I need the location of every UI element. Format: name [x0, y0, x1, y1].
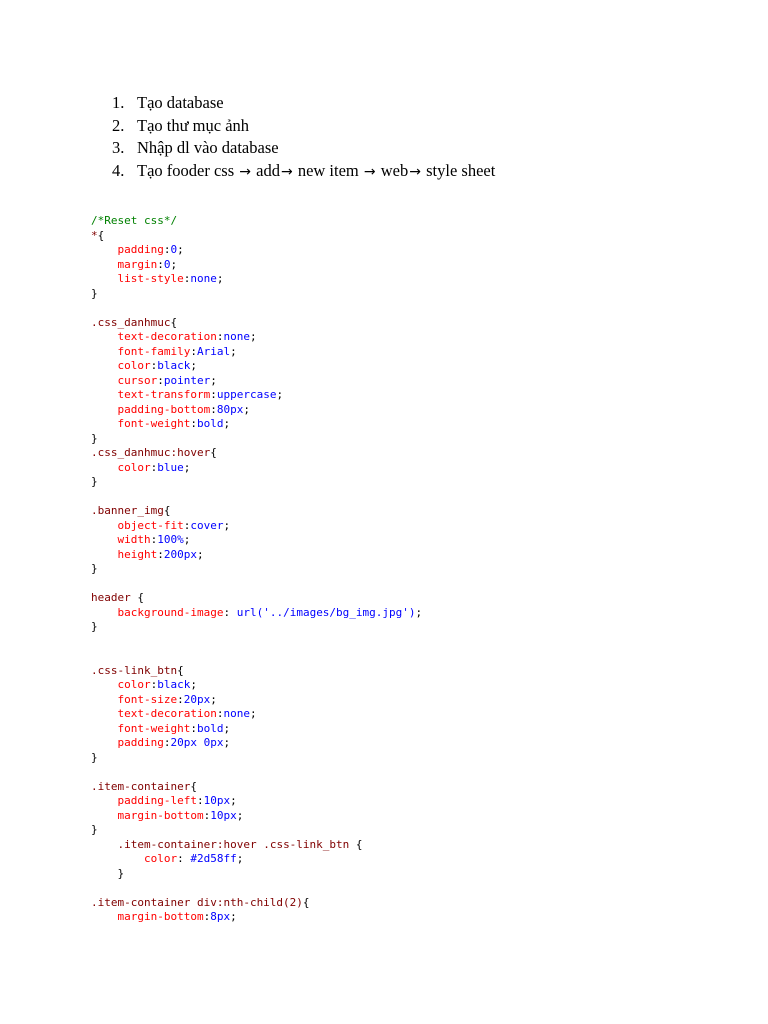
steps-list [112, 92, 495, 182]
code-punctuation: : [203, 808, 211, 822]
step-text: Tạo thư mục ảnh [137, 115, 250, 135]
code-punctuation: } [91, 823, 98, 836]
code-punctuation: : [150, 533, 158, 546]
code-comment: /*Reset css*/ [91, 214, 178, 227]
code-value: 0 [170, 243, 178, 256]
code-value: pointer [163, 373, 211, 387]
code-property: margin-bottom [117, 910, 204, 923]
code-property: margin [117, 257, 158, 271]
code-value: 0 [163, 257, 171, 271]
code-punctuation: ; [236, 852, 244, 865]
right-arrow-icon: → [363, 163, 376, 180]
code-punctuation: : [157, 257, 164, 271]
code-indent [91, 374, 118, 387]
code-punctuation: : [163, 243, 171, 256]
code-value: none [223, 330, 250, 343]
code-punctuation: } [91, 475, 98, 488]
code-value: url('../images/bg_img.jpg') [236, 605, 416, 619]
code-line [91, 809, 422, 824]
code-selector: .css-link_btn [91, 663, 178, 677]
code-punctuation: { [302, 895, 310, 909]
step-item [112, 115, 495, 138]
step-item [112, 92, 495, 115]
code-punctuation: ; [249, 707, 257, 720]
code-punctuation: ; [190, 678, 197, 691]
code-line [91, 432, 422, 447]
code-punctuation: : [150, 678, 158, 691]
code-property: cursor [117, 373, 158, 387]
code-property: margin-bottom [117, 808, 204, 822]
step-item [112, 137, 495, 160]
code-punctuation: { [97, 228, 105, 242]
code-value: Arial [196, 344, 231, 358]
step-text: add [256, 160, 280, 180]
code-punctuation: ; [183, 460, 191, 474]
code-indent [91, 548, 118, 561]
step-text: Tạo fooder css [137, 160, 235, 180]
code-punctuation: : [157, 547, 164, 561]
code-line [91, 548, 422, 563]
code-punctuation: ; [243, 402, 250, 416]
code-property: width [117, 533, 151, 546]
code-line [91, 403, 422, 418]
code-property: padding [117, 736, 164, 749]
code-punctuation: : [196, 794, 204, 807]
code-value: 10px [203, 794, 231, 807]
code-line [91, 504, 422, 519]
code-line [91, 461, 422, 476]
code-line [91, 475, 422, 490]
code-property: font-weight [117, 721, 191, 735]
code-indent [91, 606, 118, 619]
code-punctuation: } [91, 620, 98, 633]
code-punctuation: : [183, 272, 191, 285]
code-line [91, 838, 422, 853]
code-property: height [117, 547, 158, 561]
code-indent [91, 736, 118, 749]
code-punctuation: ; [223, 721, 231, 735]
step-text: web [380, 160, 409, 180]
code-line [91, 736, 422, 751]
code-indent [91, 867, 118, 880]
code-selector: .item-container div:nth-child(2) [91, 895, 303, 909]
code-line [91, 562, 422, 577]
code-selector: .banner_img [91, 504, 164, 517]
code-indent [91, 388, 118, 401]
code-indent [91, 243, 118, 256]
code-line [91, 258, 422, 273]
code-punctuation: { [177, 663, 184, 677]
code-indent [91, 809, 118, 822]
code-line [91, 707, 422, 722]
code-punctuation: : [150, 359, 158, 372]
code-punctuation: : [177, 852, 191, 865]
code-punctuation: : [216, 707, 224, 720]
code-indent [91, 678, 118, 691]
code-line [91, 765, 422, 780]
code-property: color [143, 852, 178, 865]
code-value: none [223, 707, 250, 720]
code-punctuation: } [91, 562, 98, 575]
code-property: list-style [117, 272, 184, 285]
code-punctuation: { [190, 779, 197, 793]
code-line [91, 693, 422, 708]
code-value: 20px [183, 692, 211, 706]
code-punctuation: ; [210, 373, 217, 387]
code-indent [91, 852, 144, 865]
code-property: color [117, 460, 151, 474]
code-property: font-family [117, 344, 191, 358]
code-line [91, 577, 422, 592]
code-line [91, 852, 422, 867]
code-punctuation: : [190, 417, 197, 430]
code-selector: header [91, 591, 138, 604]
code-punctuation: ; [415, 605, 423, 619]
code-property: color [117, 678, 151, 691]
code-punctuation: : [150, 460, 158, 474]
code-value: 8px [210, 910, 231, 923]
code-value: bold [196, 417, 224, 430]
code-value: 20px 0px [170, 736, 224, 749]
code-indent [91, 707, 118, 720]
code-punctuation: } [91, 286, 98, 300]
code-selector: .item-container [91, 779, 191, 793]
code-punctuation: : [210, 402, 217, 416]
code-punctuation: ; [249, 330, 257, 343]
code-line [91, 823, 422, 838]
code-property: background-image [117, 605, 224, 619]
code-line [91, 794, 422, 809]
code-punctuation: ; [216, 272, 224, 285]
code-value: uppercase [216, 388, 277, 401]
code-line [91, 722, 422, 737]
code-line [91, 591, 422, 606]
step-item [112, 160, 495, 183]
code-indent [91, 330, 118, 343]
code-indent [91, 461, 118, 474]
code-line [91, 301, 422, 316]
code-punctuation: : [210, 388, 217, 401]
code-punctuation: ; [276, 388, 284, 401]
code-punctuation: } [91, 750, 98, 764]
code-property: padding-bottom [117, 402, 211, 416]
code-line [91, 374, 422, 389]
code-punctuation: : [177, 692, 184, 706]
code-property: object-fit [117, 518, 184, 532]
code-value: 100% [157, 533, 184, 546]
code-punctuation: ; [236, 808, 244, 822]
code-line [91, 345, 422, 360]
css-code-block [91, 214, 422, 925]
code-line [91, 330, 422, 345]
code-value: 200px [163, 547, 197, 561]
code-property: font-weight [117, 417, 191, 430]
code-property: color [117, 359, 151, 372]
code-value: black [157, 359, 191, 372]
code-punctuation: ; [230, 794, 237, 807]
code-punctuation: ; [210, 692, 217, 706]
code-line [91, 272, 422, 287]
step-number: 4. [112, 160, 125, 180]
code-line [91, 388, 422, 403]
code-line [91, 751, 422, 766]
code-line [91, 533, 422, 548]
code-indent [91, 838, 118, 851]
code-line [91, 867, 422, 882]
code-value: none [190, 272, 217, 285]
code-punctuation: : [203, 910, 211, 923]
code-indent [91, 345, 118, 358]
code-indent [91, 417, 118, 430]
right-arrow-icon: → [409, 163, 421, 180]
code-property: padding [117, 243, 164, 256]
code-indent [91, 693, 118, 706]
code-line [91, 664, 422, 679]
code-property: padding-left [117, 794, 197, 807]
code-selector: .item-container:hover .css-link_btn [117, 837, 356, 851]
code-punctuation: : [223, 605, 237, 619]
code-punctuation: ; [177, 243, 184, 256]
code-punctuation: } [91, 431, 98, 445]
step-number: 3. [112, 138, 125, 157]
code-indent [91, 910, 118, 923]
code-indent [91, 359, 118, 372]
code-property: font-size [117, 692, 178, 706]
code-value: 80px [216, 402, 244, 416]
code-punctuation: : [163, 736, 171, 749]
code-punctuation: { [163, 504, 171, 517]
right-arrow-icon: → [280, 163, 293, 180]
code-punctuation: ; [170, 257, 178, 271]
code-punctuation: { [170, 315, 178, 329]
code-indent [91, 722, 118, 735]
code-punctuation: : [190, 721, 197, 735]
code-punctuation: ; [183, 533, 191, 546]
code-line [91, 243, 422, 258]
step-text: Tạo database [137, 93, 224, 112]
code-line [91, 287, 422, 302]
code-value: blue [157, 460, 184, 474]
code-line [91, 678, 422, 693]
code-selector: .css_danhmuc:hover [91, 446, 211, 459]
code-property: text-decoration [117, 707, 217, 720]
code-punctuation: { [137, 591, 144, 604]
code-punctuation: { [210, 446, 217, 459]
code-line [91, 417, 422, 432]
code-indent [91, 272, 118, 285]
code-indent [91, 794, 118, 807]
code-indent [91, 519, 118, 532]
code-punctuation: ; [223, 736, 231, 749]
code-indent [91, 258, 118, 271]
code-value: cover [190, 518, 224, 532]
code-line [91, 780, 422, 795]
code-punctuation: { [355, 837, 363, 851]
code-property: text-transform [117, 388, 211, 401]
step-text: new item [297, 160, 359, 180]
code-line [91, 316, 422, 331]
code-selector: .css_danhmuc [91, 315, 171, 329]
code-punctuation: : [183, 518, 191, 532]
code-punctuation: } [117, 866, 125, 880]
step-number: 1. [112, 93, 125, 112]
code-punctuation: ; [223, 417, 231, 430]
code-indent [91, 533, 118, 546]
code-value: 10px [210, 808, 237, 822]
code-value: black [157, 678, 191, 691]
code-punctuation: ; [223, 518, 231, 532]
code-line [91, 606, 422, 621]
code-line [91, 635, 422, 650]
step-text: style sheet [426, 160, 496, 180]
code-punctuation: ; [230, 910, 237, 923]
code-line [91, 229, 422, 244]
code-line [91, 649, 422, 664]
code-punctuation: ; [230, 344, 237, 358]
step-text: Nhập dl vào database [137, 138, 279, 157]
code-line [91, 490, 422, 505]
code-value: #2d58ff [190, 852, 237, 865]
code-selector: * [91, 228, 98, 242]
step-number: 2. [112, 115, 125, 135]
code-punctuation: : [216, 330, 224, 343]
code-property: text-decoration [117, 330, 217, 343]
code-punctuation: ; [197, 547, 204, 561]
code-line [91, 214, 422, 229]
code-punctuation: : [190, 344, 197, 358]
code-line [91, 896, 422, 911]
right-arrow-icon: → [239, 163, 251, 180]
code-value: bold [196, 721, 224, 735]
code-line [91, 910, 422, 925]
code-punctuation: : [157, 373, 164, 387]
code-line [91, 446, 422, 461]
code-indent [91, 403, 118, 416]
code-line [91, 519, 422, 534]
code-line [91, 620, 422, 635]
code-line [91, 881, 422, 896]
code-line [91, 359, 422, 374]
code-punctuation: ; [190, 359, 197, 372]
